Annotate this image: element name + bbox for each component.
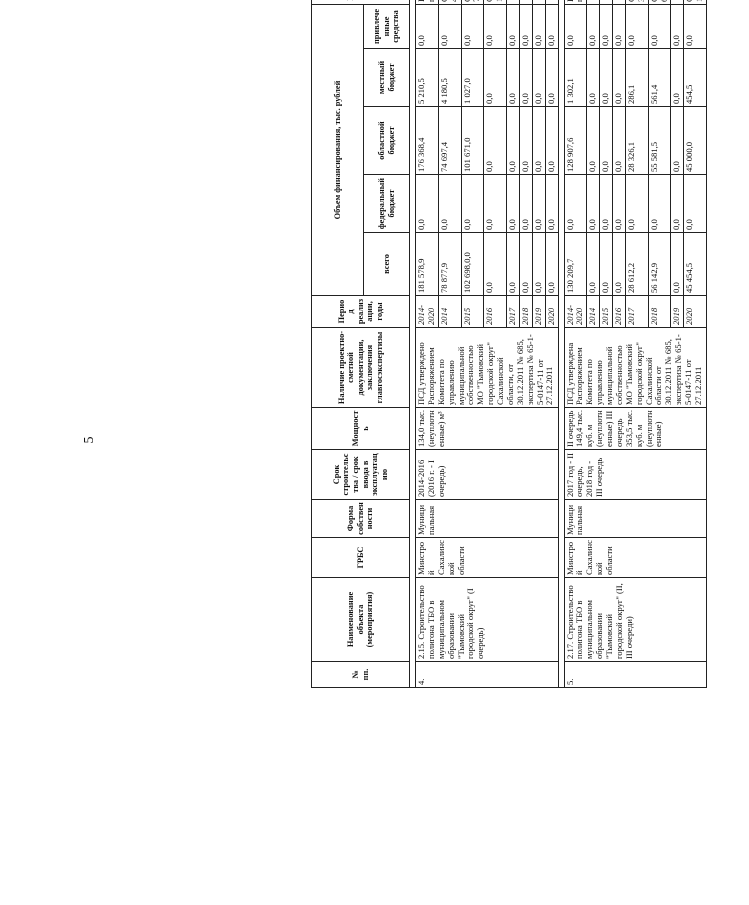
regional-cell: 45 000,0 [684, 107, 707, 175]
total-cell: 45 454,5 [684, 233, 707, 296]
result-cell [671, 0, 684, 4]
design-docs-cell: ПСД утверждена Распоряжением Комитета по управлению муниципальной собственностью МО "Тымовский городской округ" Сахалинской области от 30.12.2011 № 685, экспертиза № 65-1-5-0147-11 от 27.12.2011 [564, 328, 707, 408]
period-cell: 2019 [532, 296, 545, 328]
total-cell: 0,0 [545, 233, 558, 296]
header-deadline: Срок строительства / срок ввода в эксплуатацию [312, 450, 410, 500]
federal-cell: 0,0 [613, 175, 626, 233]
local-cell: 0,0 [532, 49, 545, 107]
federal-cell: 0,0 [438, 175, 461, 233]
local-cell: 5 210,5 [416, 49, 439, 107]
private-cell: 0,0 [613, 4, 626, 48]
regional-cell: 101 671,0 [461, 107, 484, 175]
result-cell [532, 0, 545, 4]
object-name: 2.15. Строительство полигона ТБО в муниципальном образовании "Тымовский городской округ" (I очередь) [416, 578, 559, 662]
total-cell: 0,0 [484, 233, 507, 296]
private-cell: 0,0 [600, 4, 613, 48]
regional-cell: 55 581,5 [648, 107, 671, 175]
regional-cell: 74 697,4 [438, 107, 461, 175]
header-grbs: ГРБС [312, 538, 410, 578]
result-cell [416, 0, 439, 4]
local-cell: 0,0 [671, 49, 684, 107]
local-cell: 0,0 [587, 49, 600, 107]
total-cell: 0,0 [587, 233, 600, 296]
total-cell: 56 142,9 [648, 233, 671, 296]
period-cell: 2016 [613, 296, 626, 328]
design-docs-cell: ПСД утверждено Распоряжением Комитета по управлению муниципальной собственностью МО "Тымовский городской округ" Сахалинской области, от 30.12.2011 № 685, экспертиза № 65-1-5-0147-11 от 27.12.2011 [416, 328, 559, 408]
regional-cell: 0,0 [532, 107, 545, 175]
investment-table [311, 0, 707, 688]
regional-cell: 0,0 [600, 107, 613, 175]
period-cell: 2014-2020 [564, 296, 587, 328]
ownership-cell: Муниципальная [416, 500, 559, 538]
local-cell: 4 180,5 [438, 49, 461, 107]
local-cell: 0,0 [600, 49, 613, 107]
period-cell: 2015 [600, 296, 613, 328]
total-cell: 28 612,2 [625, 233, 648, 296]
result-cell [613, 0, 626, 4]
total-cell: 0,0 [613, 233, 626, 296]
federal-cell: 0,0 [532, 175, 545, 233]
result-cell [484, 0, 507, 4]
federal-cell: 0,0 [461, 175, 484, 233]
period-cell: 2019 [671, 296, 684, 328]
private-cell: 0,0 [507, 4, 520, 48]
result-cell [625, 0, 648, 4]
result-cell [507, 0, 520, 4]
local-cell: 286,1 [625, 49, 648, 107]
page-number: 5 [82, 436, 97, 444]
federal-cell: 0,0 [648, 175, 671, 233]
private-cell: 0,0 [671, 4, 684, 48]
federal-cell: 0,0 [416, 175, 439, 233]
result-cell [564, 0, 587, 4]
capacity-cell: II очередь 149,4 тыс. куб. м (неуплотненные) III очередь 353,5 тыс. куб. м (неуплотненные) [564, 408, 707, 450]
table-row [564, 0, 587, 688]
total-cell: 0,0 [519, 233, 532, 296]
federal-cell: 0,0 [600, 175, 613, 233]
total-cell: 0,0 [507, 233, 520, 296]
local-cell: 1 302,1 [564, 49, 587, 107]
federal-cell: 0,0 [484, 175, 507, 233]
total-cell: 130 209,7 [564, 233, 587, 296]
local-cell: 0,0 [484, 49, 507, 107]
period-cell: 2020 [545, 296, 558, 328]
private-cell: 0,0 [564, 4, 587, 48]
regional-cell: 0,0 [484, 107, 507, 175]
deadline-cell: 2017 год - II очередь, 2018 год - III очередь [564, 450, 707, 500]
private-cell: 0,0 [648, 4, 671, 48]
regional-cell: 0,0 [671, 107, 684, 175]
total-cell: 0,0 [600, 233, 613, 296]
rotated-table-page [311, 0, 749, 688]
private-cell: 0,0 [625, 4, 648, 48]
header-object-name: Наименование объекта (мероприятия) [312, 578, 410, 662]
header-design-docs: Наличие проектно-сметной документации, заключения главгосэкспертизы [312, 328, 410, 408]
private-cell: 0,0 [416, 4, 439, 48]
period-cell: 2017 [625, 296, 648, 328]
federal-cell: 0,0 [519, 175, 532, 233]
result-cell [545, 0, 558, 4]
result-cell [600, 0, 613, 4]
period-cell: 2014-2020 [416, 296, 439, 328]
grbs-cell: Минстрой Сахалинской области [564, 538, 707, 578]
federal-cell: 0,0 [545, 175, 558, 233]
private-cell: 0,0 [545, 4, 558, 48]
object-name: 2.17. Строительство полигона ТБО в муниципальном образовании "Тымовский городской округ" (II, III очереди) [564, 578, 707, 662]
period-cell: 2020 [684, 296, 707, 328]
header-ownership: Форма собственности [312, 500, 410, 538]
local-cell: 0,0 [545, 49, 558, 107]
result-cell [438, 0, 461, 4]
private-cell: 0,0 [587, 4, 600, 48]
private-cell: 0,0 [519, 4, 532, 48]
period-cell: 2016 [484, 296, 507, 328]
row-number: 5. [564, 662, 707, 688]
local-cell: 0,0 [519, 49, 532, 107]
capacity-cell: 134,0 тыс. (неуплотненные) м³ [416, 408, 559, 450]
ownership-cell: Муниципальная [564, 500, 707, 538]
result-cell [684, 0, 707, 4]
header-period: Период реализации, годы [312, 296, 410, 328]
local-cell: 0,0 [507, 49, 520, 107]
local-cell: 1 027,0 [461, 49, 484, 107]
federal-cell: 0,0 [587, 175, 600, 233]
deadline-cell: 2014-2016 (2016 г. - I очередь) [416, 450, 559, 500]
regional-cell: 0,0 [545, 107, 558, 175]
header-capacity: Мощность [312, 408, 410, 450]
regional-cell: 128 907,6 [564, 107, 587, 175]
header-local: местный бюджет [364, 49, 410, 107]
private-cell: 0,0 [438, 4, 461, 48]
result-cell [519, 0, 532, 4]
header-number: № пп. [312, 662, 410, 688]
local-cell: 0,0 [613, 49, 626, 107]
federal-cell: 0,0 [564, 175, 587, 233]
federal-cell: 0,0 [671, 175, 684, 233]
period-cell: 2014 [587, 296, 600, 328]
regional-cell: 0,0 [519, 107, 532, 175]
header-federal: федеральный бюджет [364, 175, 410, 233]
federal-cell: 0,0 [507, 175, 520, 233]
header-regional: областной бюджет [364, 107, 410, 175]
result-cell [648, 0, 671, 4]
federal-cell: 0,0 [625, 175, 648, 233]
grbs-cell: Минстрой Сахалинской области [416, 538, 559, 578]
local-cell: 454,5 [684, 49, 707, 107]
private-cell: 0,0 [532, 4, 545, 48]
regional-cell: 0,0 [587, 107, 600, 175]
result-cell [461, 0, 484, 4]
header-private: привлеченные средства [364, 4, 410, 48]
total-cell: 181 578,9 [416, 233, 439, 296]
regional-cell: 176 368,4 [416, 107, 439, 175]
result-cell [587, 0, 600, 4]
local-cell: 561,4 [648, 49, 671, 107]
header-total: всего [364, 233, 410, 296]
period-cell: 2017 [507, 296, 520, 328]
regional-cell: 28 326,1 [625, 107, 648, 175]
private-cell: 0,0 [484, 4, 507, 48]
private-cell: 0,0 [684, 4, 707, 48]
table-row [416, 0, 439, 688]
period-cell: 2018 [648, 296, 671, 328]
row-number: 4. [416, 662, 559, 688]
period-cell: 2014 [438, 296, 461, 328]
total-cell: 78 877,9 [438, 233, 461, 296]
total-cell: 102 698,0,0 [461, 233, 484, 296]
table-body [410, 0, 707, 688]
total-cell: 0,0 [532, 233, 545, 296]
regional-cell: 0,0 [613, 107, 626, 175]
federal-cell: 0,0 [684, 175, 707, 233]
regional-cell: 0,0 [507, 107, 520, 175]
period-cell: 2018 [519, 296, 532, 328]
period-cell: 2015 [461, 296, 484, 328]
header-funding-group: Объем финансирования, тыс. рублей [312, 4, 364, 295]
total-cell: 0,0 [671, 233, 684, 296]
private-cell: 0,0 [461, 4, 484, 48]
